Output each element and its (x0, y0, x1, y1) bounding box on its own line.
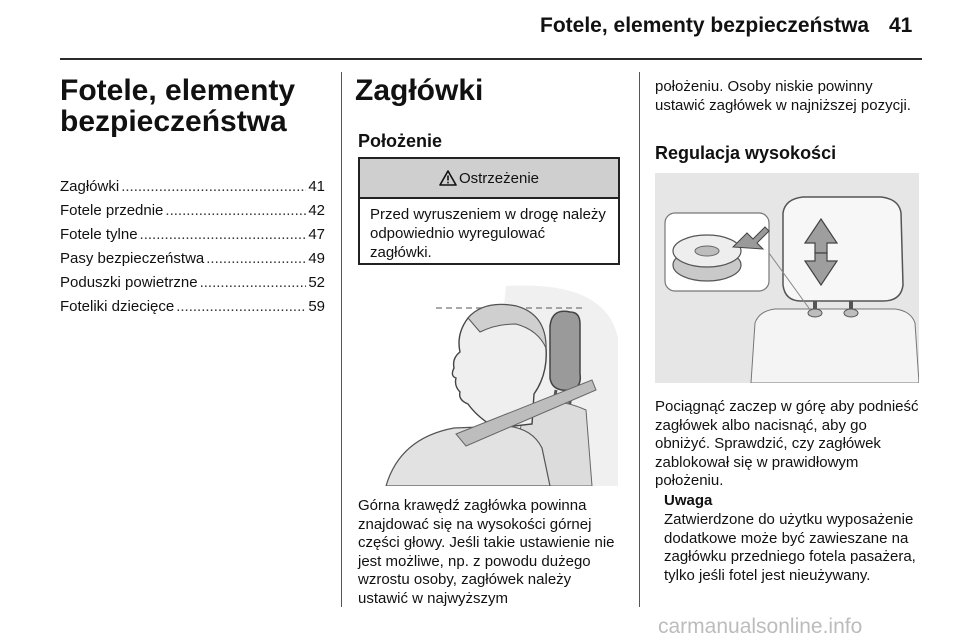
warning-triangle-icon (439, 170, 457, 186)
chapter-title (60, 75, 330, 137)
paragraph-short-persons: położeniu. Osoby niskie powinny ustawić zagłówek w najniższej pozycji. (655, 78, 911, 114)
head-restraint-position-illustration (356, 278, 620, 486)
toc-entry-label: Poduszki powietrzne (60, 274, 198, 291)
toc-entry-label: Zagłówki (60, 178, 120, 195)
toc-entry-page: 59 (308, 298, 325, 315)
height-adjustment-title: Regulacja wysokości (655, 143, 837, 163)
toc-entry-page: 47 (308, 226, 325, 243)
warning-text: Przed wyruszeniem w drogę należy odpowiednio wyregulować zagłówki. (370, 206, 606, 261)
section-title: Zagłówki (355, 74, 484, 107)
column-divider-right (639, 72, 640, 607)
toc-entry[interactable] (60, 223, 325, 247)
table-of-contents (60, 175, 325, 319)
page-number: 41 (889, 14, 913, 37)
toc-entry[interactable] (60, 295, 325, 319)
note-title: Uwaga (664, 492, 713, 509)
toc-leader-dots (121, 175, 306, 199)
toc-entry-page: 41 (308, 178, 325, 195)
toc-leader-dots (176, 295, 306, 319)
toc-entry-label: Fotele przednie (60, 202, 164, 219)
toc-entry-label: Foteliki dziecięce (60, 298, 175, 315)
warning-box (358, 157, 620, 265)
watermark: carmanualsonline.info (658, 615, 863, 638)
running-header-title: Fotele, elementy bezpieczeństwa (540, 14, 870, 37)
column-divider-left (341, 72, 342, 607)
toc-entry-page: 52 (308, 274, 325, 291)
chapter-title-line-2: bezpieczeństwa (60, 105, 287, 138)
toc-entry-label: Pasy bezpieczeństwa (60, 250, 205, 267)
toc-leader-dots (140, 223, 307, 247)
header-divider (60, 58, 922, 60)
toc-leader-dots (165, 199, 306, 223)
chapter-title-line-1: Fotele, elementy (60, 74, 296, 107)
subsection-title: Położenie (358, 131, 443, 151)
height-adjustment-illustration (655, 173, 919, 383)
toc-entry[interactable] (60, 175, 325, 199)
toc-entry[interactable] (60, 247, 325, 271)
paragraph-adjustment-instructions: Pociągnąć zaczep w górę aby podnieść zagłówek albo nacisnąć, aby go obniżyć. Sprawdzić, czy zagłówek zablokował się w prawidłowym położeniu. (655, 398, 919, 489)
toc-entry[interactable] (60, 199, 325, 223)
toc-leader-dots (200, 271, 307, 295)
note-text: Zatwierdzone do użytku wyposażenie dodatkowe może być zawieszane na zagłówku przedniego fotela pasażera, tylko jeśli fotel jest nieużywany. (664, 511, 916, 584)
warning-heading: Ostrzeżenie (458, 169, 540, 187)
toc-entry-page: 42 (308, 202, 325, 219)
toc-entry-page: 49 (308, 250, 325, 267)
toc-entry[interactable] (60, 271, 325, 295)
toc-leader-dots (206, 247, 306, 271)
toc-entry-label: Fotele tylne (60, 226, 138, 243)
warning-header (360, 159, 618, 199)
paragraph-headrest-height: Górna krawędź zagłówka powinna znajdować się na wysokości górnej części głowy. Jeśli takie ustawienie nie jest możliwe, np. z powodu dużego wzrostu osoby, zagłówek należy ustawić w najwyższym (358, 497, 615, 607)
